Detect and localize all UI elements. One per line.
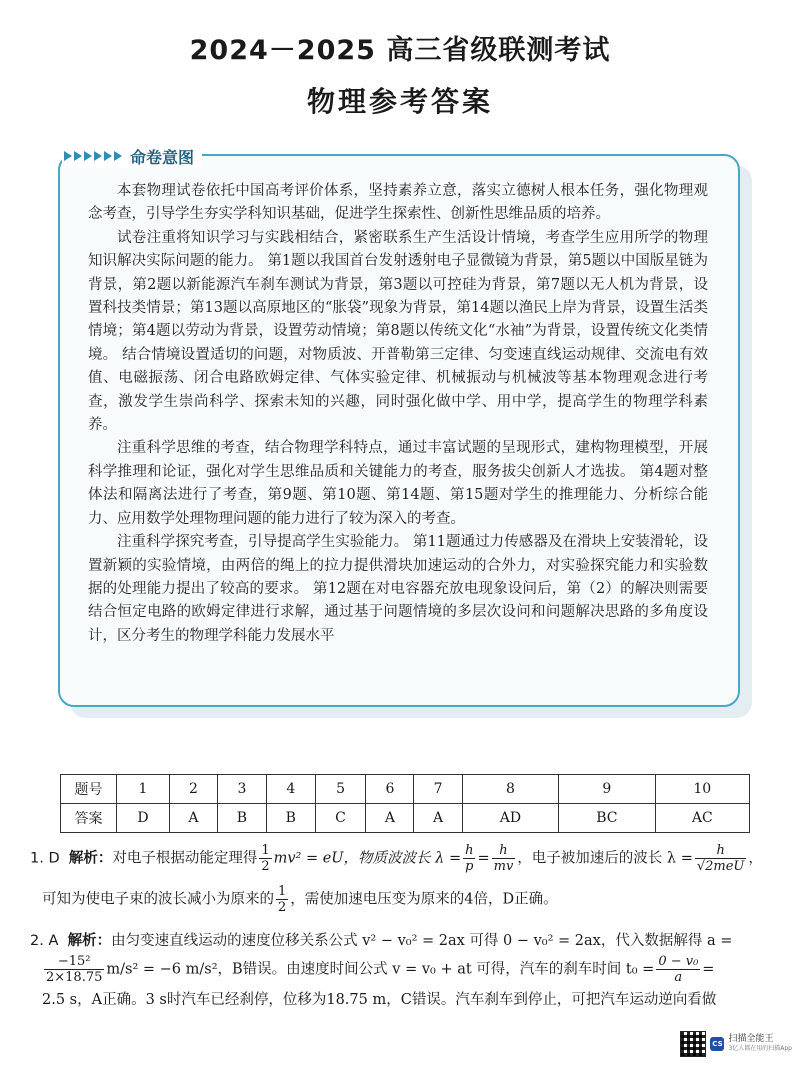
fraction: $\frac{\text{−15²}}{2\times 18.75}$ <box>46 954 103 985</box>
answer-cell: AC <box>655 804 749 833</box>
solution-text: 对电子根据动能定理得 <box>112 850 258 867</box>
question-number: 5 <box>315 775 366 804</box>
answer-cell: AD <box>462 804 559 833</box>
question-number: 9 <box>559 775 655 804</box>
fraction: $\frac{h}{mv}$ <box>493 843 514 874</box>
exam-title: 2024－2025 高三省级联测考试 <box>189 35 611 66</box>
solution-text: 由匀变速直线运动的速度位移关系公式 v² − v₀² = 2ax 可得 0 − v₀² = 2ax，代入数据解得 a = <box>111 933 733 949</box>
fraction: $\frac{\text{0 − v₀}}{a}$ <box>658 954 699 985</box>
intent-paragraph: 注重科学探究考查，引导提高学生实验能力。 第11题通过力传感器及在滑块上安装滑轮，设置新颖的实验情境，由两倍的绳上的拉力提供滑块加速运动的合外力，对实验探究能力和实验数据的处理能力提出了较高的要求。 第12题在对电容器充放电现象设问后，第（2）的解决则需要结合恒定电路的欧姆定律进行求解，通过基于问题情境的多层次设问和问题解决思路的多角度设计，区分考生的物理学科能力发展水平 <box>88 534 708 644</box>
question-number: 6 <box>366 775 414 804</box>
solution-text: mv² = eU，物质波波长 λ = <box>273 850 462 867</box>
solution-text: ，需使加速电压变为原来的4倍，D正确。 <box>290 891 558 908</box>
intent-paragraph: 试卷注重将知识学习与实践相结合，紧密联系生产生活设计情境，考查学生应用所学的物理知识解决实际问题的能力。 第1题以我国首台发射透射电子显微镜为背景，第5题以中国版星链为背景，第2题以新能源汽车刹车测试为背景，第3题以可控硅为背景，第7题以无人机为背景，设置科技类情景；第13题以高原地区的“胀袋”现象为背景，第14题以渔民上岸为背景，设置生活类情境；第4题以劳动为背景，设置劳动情境；第8题以传统文化“水袖”为背景，设置传统文化类情境。 结合情境设置适切的问题，对物质波、开普勒第三定律、匀变速直线运动规律、交流电有效值、电磁振荡、闭合电路欧姆定律、气体实验定律、机械振动与机械波等基本物理观念进行考查，激发学生崇尚科学、探索未知的兴趣，同时强化做中学、用中学，提高学生的物理学科素养。 <box>88 229 708 434</box>
solution-number: 2. A <box>30 933 59 949</box>
solution-line <box>30 954 780 985</box>
solution-text: = <box>477 850 490 867</box>
question-number: 1 <box>117 775 170 804</box>
watermark-text <box>728 1034 792 1054</box>
solution-number: 1. D <box>30 850 60 867</box>
answer-cell: A <box>414 804 462 833</box>
analysis-label: 解析： <box>67 933 112 949</box>
intent-heading: 命卷意图 <box>130 147 195 167</box>
fraction: $\frac{h}{\text{√2meU}}$ <box>696 843 745 874</box>
analysis-label: 解析： <box>68 850 113 867</box>
answer-key-title: 物理参考答案 <box>306 85 493 118</box>
solution-line <box>30 884 780 915</box>
question-number-row <box>61 775 750 804</box>
fraction: $\frac{1}{2}$ <box>261 843 270 874</box>
row-label: 答案 <box>61 804 117 833</box>
answer-table <box>60 774 750 833</box>
watermark-sub: 3亿人都在用的扫描App <box>728 1045 792 1052</box>
solution-line <box>30 843 780 874</box>
solution-1 <box>30 843 780 915</box>
solution-text: m/s² = −6 m/s²，B错误。由速度时间公式 v = v₀ + at 可得，汽车的刹车时间 t₀ = <box>106 961 655 978</box>
intent-header <box>62 144 202 168</box>
answer-cell: BC <box>559 804 655 833</box>
solution-line <box>30 930 780 952</box>
qr-code-icon <box>680 1031 706 1057</box>
answer-cell: C <box>315 804 366 833</box>
question-number: 8 <box>462 775 559 804</box>
answer-cell: A <box>366 804 414 833</box>
intent-text <box>88 180 708 648</box>
answer-cell: B <box>218 804 267 833</box>
fraction: $\frac{h}{p}$ <box>465 843 474 874</box>
answer-cell: B <box>266 804 315 833</box>
solution-text: ， <box>748 850 763 867</box>
solution-2 <box>30 930 780 1011</box>
question-number: 7 <box>414 775 462 804</box>
camscanner-logo-icon: CS <box>710 1037 724 1051</box>
question-number: 3 <box>218 775 267 804</box>
arrows-icon <box>64 151 122 161</box>
question-number: 2 <box>169 775 217 804</box>
intent-paragraph: 本套物理试卷依托中国高考评价体系，坚持素养立意，落实立德树人根本任务，强化物理观念考查，引导学生夯实学科知识基础，促进学生探索性、创新性思维品质的培养。 <box>88 183 708 223</box>
answer-cell: A <box>169 804 217 833</box>
solution-text: ，电子被加速后的波长 λ = <box>517 850 693 867</box>
intent-paragraph: 注重科学思维的考查，结合物理学科特点，通过丰富试题的呈现形式，建构物理模型，开展科学推理和论证，强化对学生思维品质和关键能力的考查，服务拔尖创新人才选拔。 第4题对整体法和隔离法进行了考查，第9题、第10题、第14题、第15题对学生的推理能力、分析综合能力、应用数学处理物理问题的能力进行了较为深入的考查。 <box>88 440 708 527</box>
scanner-watermark <box>680 1031 792 1057</box>
fraction: $\frac{1}{2}$ <box>278 884 287 915</box>
solution-text: = <box>702 961 715 978</box>
watermark-name: 扫描全能王 <box>728 1034 774 1044</box>
question-number: 4 <box>266 775 315 804</box>
answer-row <box>61 804 750 833</box>
question-number: 10 <box>655 775 749 804</box>
solution-text: 2.5 s，A正确。3 s时汽车已经刹停，位移为18.75 m，C错误。汽车刹车到停止，可把汽车运动逆向看做 <box>42 992 717 1008</box>
row-label: 题号 <box>61 775 117 804</box>
answer-cell: D <box>117 804 170 833</box>
solution-text: 可知为使电子束的波长减小为原来的 <box>42 891 274 908</box>
solution-line <box>30 989 780 1011</box>
